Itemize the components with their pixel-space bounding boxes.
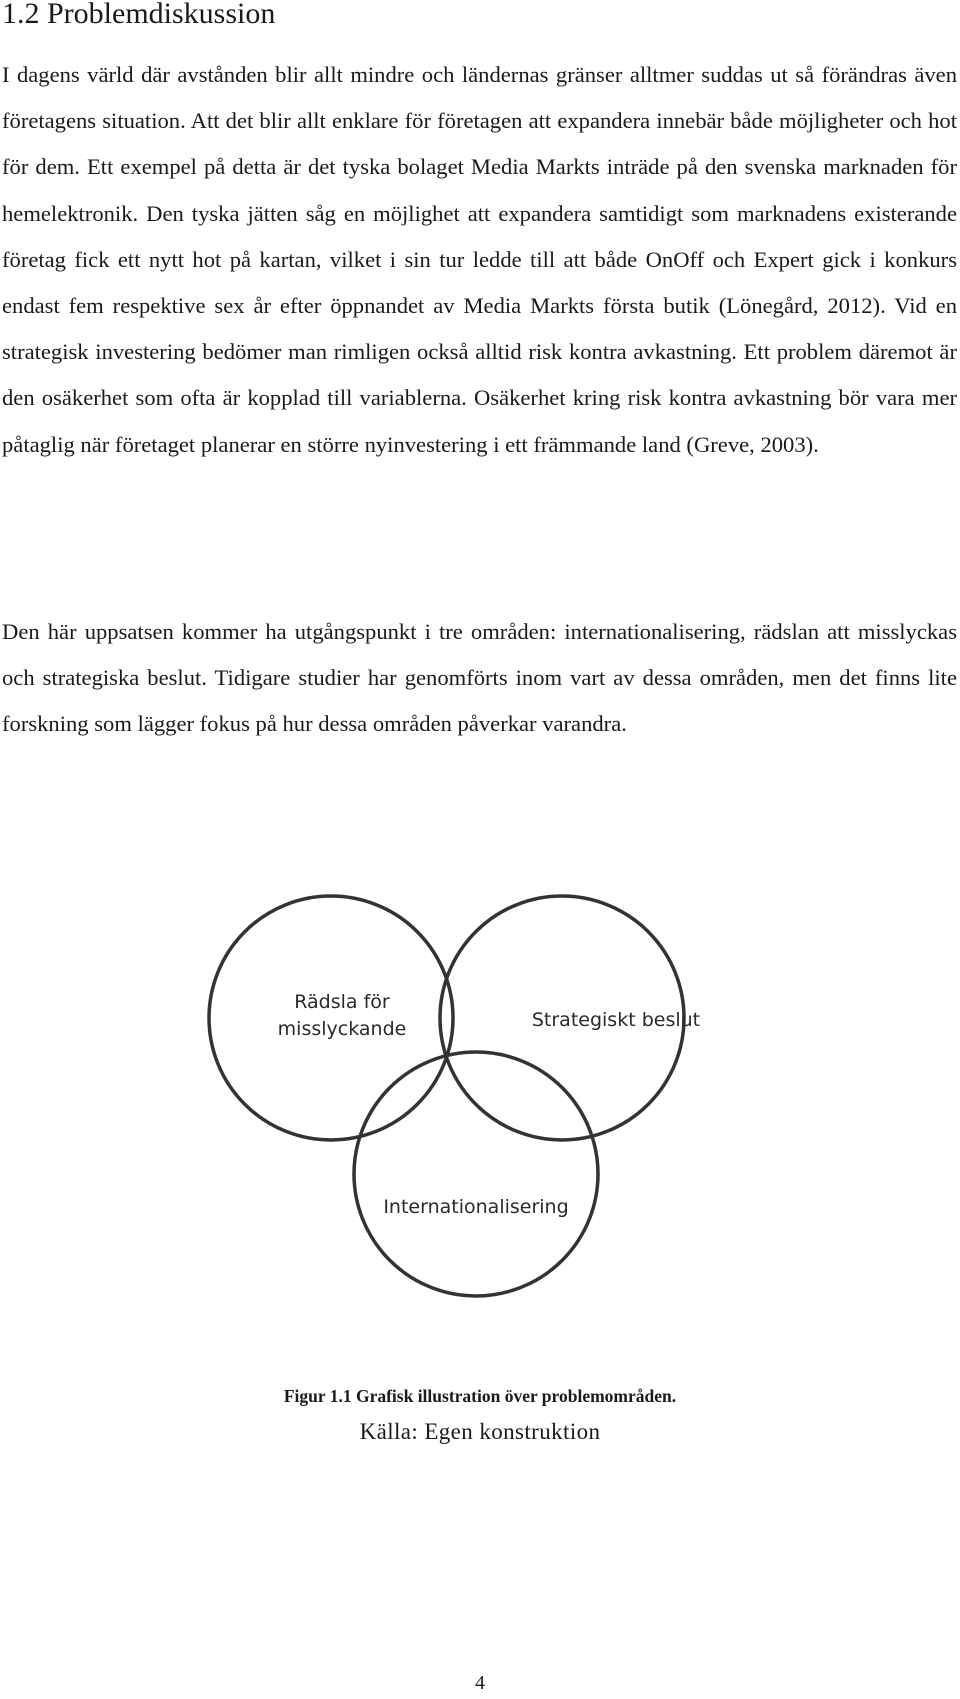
label-fear-line-2: misslyckande xyxy=(277,1018,407,1040)
label-fear-line-1: Rädsla för xyxy=(294,991,390,1013)
page-number: 4 xyxy=(475,1672,485,1694)
section-heading: 1.2 Problemdiskussion xyxy=(2,0,276,30)
label-internationalisation: Internationalisering xyxy=(383,1196,569,1218)
venn-diagram xyxy=(0,860,960,1340)
venn-diagram-figure xyxy=(0,860,960,1340)
body-paragraph-1: I dagens värld där avstånden blir allt mindre och ländernas gränser alltmer suddas ut så förändras även företagens situation. Att det blir allt enklare för företagen att expandera innebär både möjligheter och hot för dem. Ett exempel på detta är det tyska bolaget Media Markts inträde på den svenska marknaden för hemelektronik. Den tyska jätten såg en möjlighet att expandera samtidigt som marknadens existerande företag fick ett nytt hot på kartan, vilket i sin tur ledde till att både OnOff och Expert gick i konkurs endast fem respektive sex år efter öppnandet av Media Markts första butik (Lönegård, 2012). Vid en strategisk investering bedömer man rimligen också alltid risk kontra avkastning. Ett problem däremot är den osäkerhet som ofta är kopplad till variablerna. Osäkerhet kring risk kontra avkastning bör vara mer påtaglig när företaget planerar en större nyinvestering i ett främmande land (Greve, 2003). xyxy=(2,62,957,457)
figure-source: Källa: Egen konstruktion xyxy=(359,1419,601,1444)
label-strategy: Strategiskt beslut xyxy=(531,1009,701,1031)
body-paragraph-2: Den här uppsatsen kommer ha utgångspunkt i tre områden: internationalisering, rädslan att misslyckas och strategiska beslut. Tidigare studier har genomförts inom vart av dessa områden, men det finns lite forskning som lägger fokus på hur dessa områden påverkar varandra. xyxy=(2,619,957,737)
circle-internationalisation xyxy=(354,1052,598,1296)
figure-caption: Figur 1.1 Grafisk illustration över problemområden. xyxy=(283,1386,677,1406)
